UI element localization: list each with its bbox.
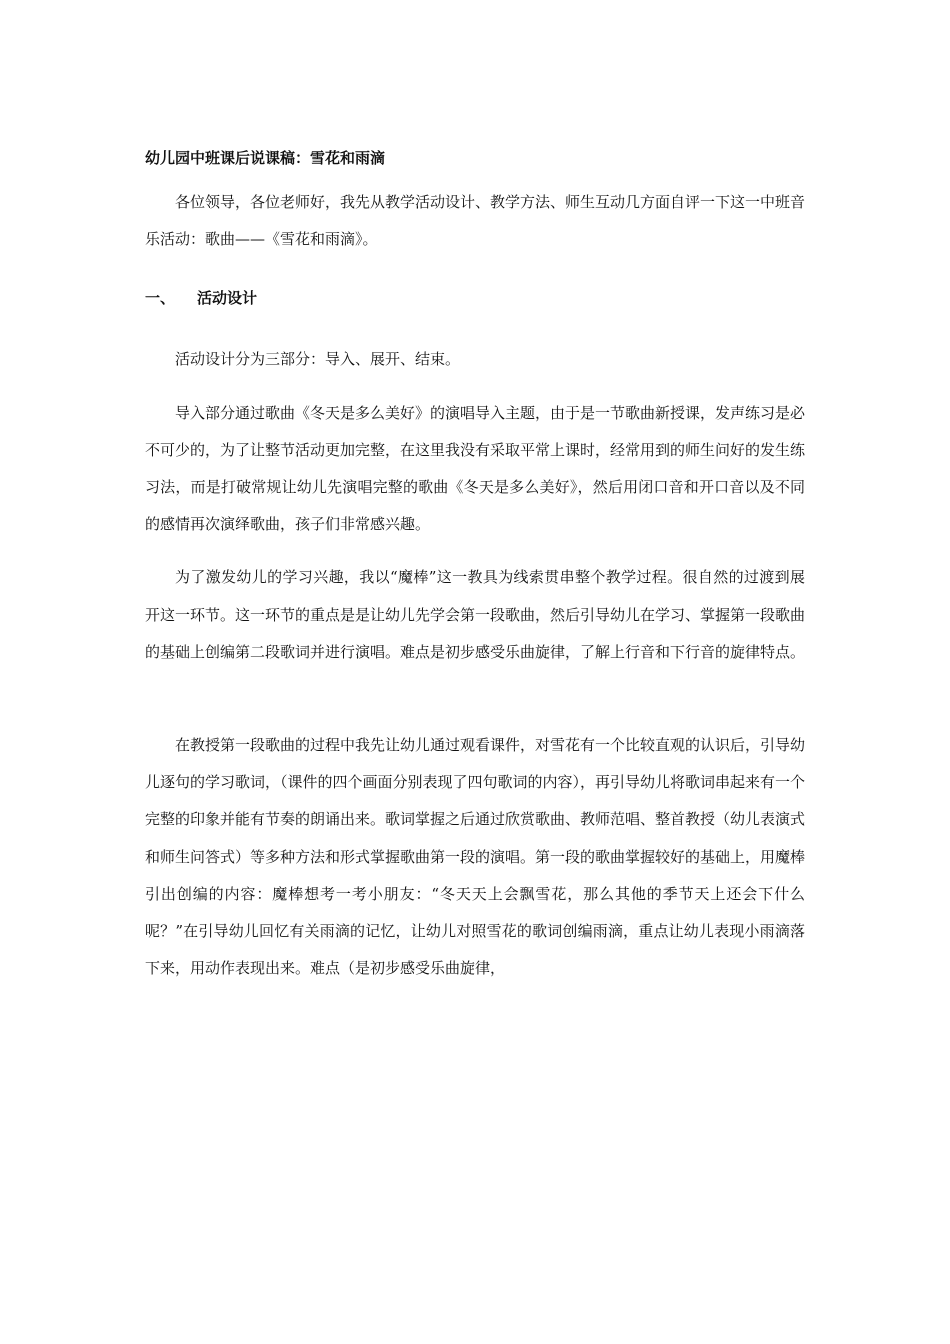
intro-paragraph: 各位领导，各位老师好，我先从教学活动设计、教学方法、师生互动几方面自评一下这一中班音乐活动：歌曲——《雪花和雨滴》。: [145, 193, 806, 249]
paragraph-magic-wand: 为了激发幼儿的学习兴趣，我以“魔棒”这一教具为线索贯串整个教学过程。很自然的过渡到展开这一环节。这一环节的重点是是让幼儿先学会第一段歌曲，然后引导幼儿在学习、掌握第一段歌曲的基础上创编第二段歌词并进行演唱。难点是初步感受乐曲旋律，了解上行音和下行音的旋律特点。: [145, 568, 806, 661]
document-title: 幼儿园中班课后说课稿：雪花和雨滴: [145, 149, 386, 167]
paragraph-spacer: [145, 671, 805, 727]
paragraph-teaching-first-verse: 在教授第一段歌曲的过程中我先让幼儿通过观看课件，对雪花有一个比较直观的认识后，引导幼儿逐句的学习歌词，（课件的四个画面分别表现了四句歌词的内容），再引导幼儿将歌词串起来有一个完整的印象并能有节奏的朗诵出来。歌词掌握之后通过欣赏歌曲、教师范唱、整首教授（幼儿表演式和师生问答式）等多种方法和形式掌握歌曲第一段的演唱。第一段的歌曲掌握较好的基础上，用魔棒引出创编的内容：魔棒想考一考小朋友：“冬天天上会飘雪花，那么其他的季节天上还会下什么呢？”在引导幼儿回忆有关雨滴的记忆，让幼儿对照雪花的歌词创编雨滴，重点让幼儿表现小雨滴落下来，用动作表现出来。难点（是初步感受乐曲旋律，: [145, 736, 806, 978]
paragraph-spacer: [145, 379, 805, 395]
paragraph-introduction-part: 导入部分通过歌曲《冬天是多么美好》的演唱导入主题，由于是一节歌曲新授课，发声练习是必不可少的，为了让整节活动更加完整，在这里我没有采取平常上课时，经常用到的师生问好的发生练习法，而是打破常规让幼儿先演唱完整的歌曲《冬天是多么美好》，然后用闭口音和开口音以及不同的感情再次演绎歌曲，孩子们非常感兴趣。: [145, 403, 806, 534]
section-heading: [145, 286, 805, 310]
document-body: [145, 146, 805, 987]
section-number: 一、: [145, 289, 176, 308]
section-title: 活动设计: [197, 289, 258, 308]
paragraph-overview: 活动设计分为三部分：导入、展开、结束。: [175, 350, 461, 369]
paragraph-spacer: [145, 543, 805, 559]
